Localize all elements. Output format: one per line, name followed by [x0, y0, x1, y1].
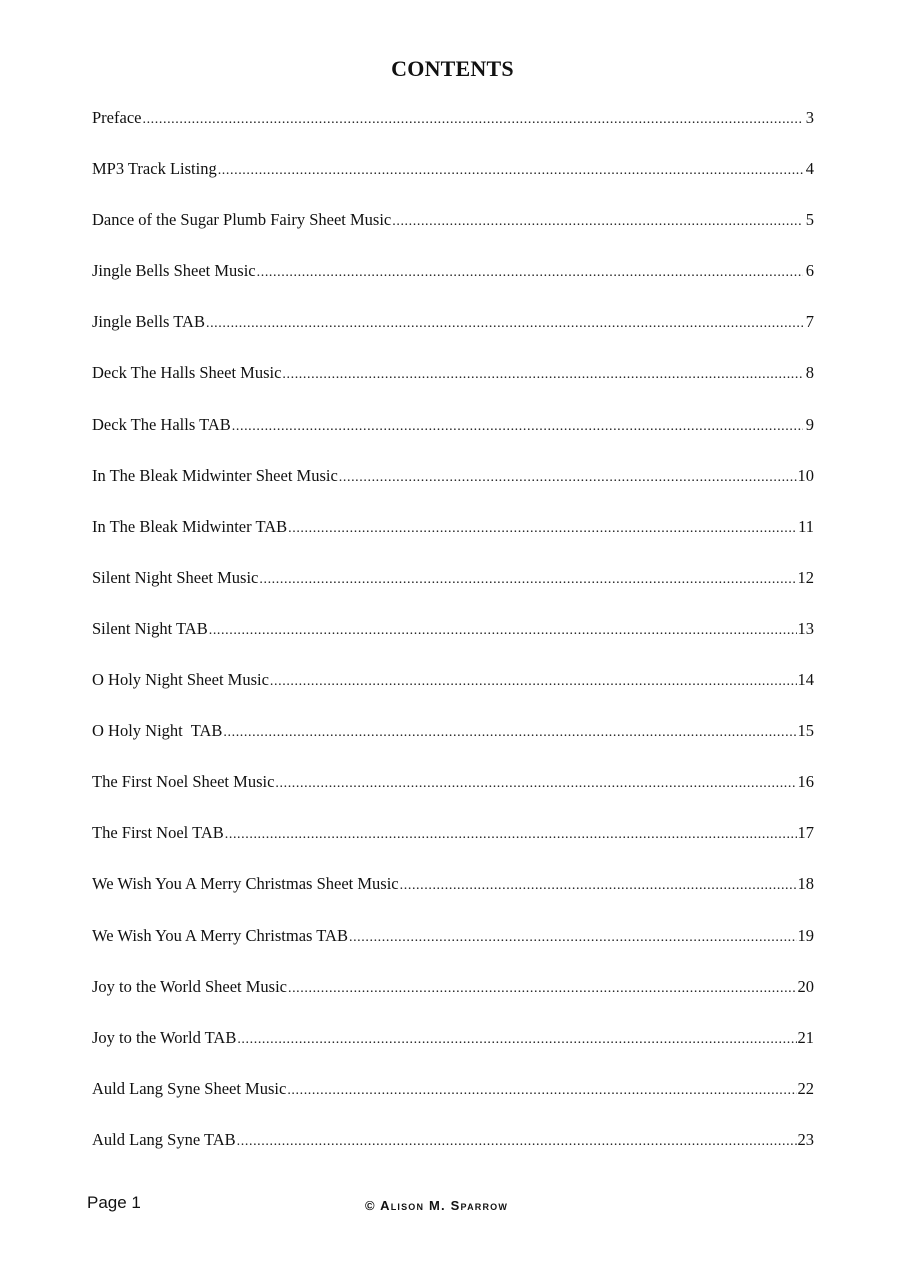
toc-entry[interactable] [92, 106, 814, 157]
toc-entry[interactable] [92, 1077, 814, 1128]
toc-entry[interactable] [92, 413, 814, 464]
toc-entry[interactable] [92, 821, 814, 872]
toc-entry-title: The First Noel TAB [92, 823, 224, 843]
toc-entry-title: We Wish You A Merry Christmas Sheet Music [92, 874, 399, 894]
toc-entry-title: MP3 Track Listing [92, 159, 217, 179]
toc-dot-leader [270, 670, 797, 694]
toc-entry[interactable] [92, 975, 814, 1026]
toc-entry-page-number: 9 [805, 414, 814, 434]
toc-dot-leader [209, 619, 797, 643]
toc-dot-leader [223, 721, 796, 745]
toc-entry-title: Silent Night Sheet Music [92, 567, 259, 587]
toc-dot-leader [257, 261, 803, 285]
toc-entry-title: Joy to the World Sheet Music [92, 976, 287, 996]
page-title: CONTENTS [391, 56, 514, 81]
toc-entry[interactable] [92, 719, 814, 770]
toc-entry[interactable] [92, 1128, 814, 1179]
toc-dot-leader [392, 210, 803, 234]
toc-dot-leader [282, 363, 803, 387]
toc-entry[interactable] [92, 157, 814, 208]
toc-entry-title: Preface [92, 108, 142, 127]
toc-entry-page-number: 18 [797, 874, 814, 894]
toc-entry-page-number: 19 [797, 925, 814, 945]
toc-entry-title: In The Bleak Midwinter TAB [92, 516, 288, 536]
toc-entry-title: Jingle Bells TAB [92, 312, 205, 332]
toc-dot-leader [288, 517, 797, 541]
toc-entry-title: Deck The Halls Sheet Music [92, 363, 282, 383]
toc-dot-leader [259, 568, 796, 592]
toc-dot-leader [225, 823, 797, 847]
toc-entry-title: O Holy Night Sheet Music [92, 670, 269, 690]
toc-entry-page-number: 23 [797, 1129, 814, 1149]
toc-entry[interactable] [92, 259, 814, 310]
toc-entry[interactable] [92, 668, 814, 719]
toc-entry[interactable] [92, 464, 814, 515]
toc-entry-page-number: 17 [797, 823, 814, 843]
toc-dot-leader [218, 159, 803, 183]
table-of-contents [92, 106, 814, 1179]
toc-entry-page-number: 16 [797, 772, 814, 792]
toc-entry[interactable] [92, 1026, 814, 1077]
toc-entry[interactable] [92, 208, 814, 259]
toc-entry-page-number: 3 [805, 108, 814, 127]
toc-entry[interactable] [92, 310, 814, 361]
toc-entry[interactable] [92, 566, 814, 617]
toc-entry-title: Dance of the Sugar Plumb Fairy Sheet Music [92, 210, 392, 230]
toc-entry-title: O Holy Night TAB [92, 721, 223, 741]
toc-entry[interactable] [92, 770, 814, 821]
toc-dot-leader [288, 977, 797, 1001]
toc-dot-leader [339, 466, 797, 490]
toc-entry-title: In The Bleak Midwinter Sheet Music [92, 465, 338, 485]
toc-entry-page-number: 22 [797, 1078, 814, 1098]
toc-dot-leader [275, 772, 796, 796]
toc-entry-title: Deck The Halls TAB [92, 414, 231, 434]
toc-entry-title: Auld Lang Syne Sheet Music [92, 1078, 287, 1098]
toc-dot-leader [237, 1028, 796, 1052]
toc-entry-title: Joy to the World TAB [92, 1027, 237, 1047]
toc-entry-page-number: 7 [805, 312, 814, 332]
footer-page-number: Page 1 [87, 1193, 141, 1212]
toc-entry-page-number: 5 [805, 210, 814, 230]
toc-entry[interactable] [92, 924, 814, 975]
toc-entry-title: Silent Night TAB [92, 618, 208, 638]
toc-entry-page-number: 8 [805, 363, 814, 383]
toc-dot-leader [349, 926, 797, 950]
toc-dot-leader [237, 1130, 797, 1154]
toc-dot-leader [400, 874, 797, 898]
toc-entry-title: The First Noel Sheet Music [92, 772, 275, 792]
toc-dot-leader [287, 1079, 796, 1103]
toc-entry-page-number: 12 [797, 567, 814, 587]
toc-entry-page-number: 21 [797, 1027, 814, 1047]
toc-entry[interactable] [92, 872, 814, 923]
footer-copyright: © Alison M. Sparrow [365, 1198, 509, 1213]
toc-entry-title: We Wish You A Merry Christmas TAB [92, 925, 348, 945]
toc-dot-leader [142, 108, 803, 132]
toc-entry[interactable] [92, 515, 814, 566]
toc-entry-page-number: 11 [798, 516, 814, 536]
toc-dot-leader [232, 415, 803, 439]
toc-entry-page-number: 15 [797, 721, 814, 741]
toc-entry-page-number: 14 [797, 670, 814, 690]
toc-entry-page-number: 6 [805, 261, 814, 281]
toc-entry-page-number: 10 [797, 465, 814, 485]
toc-entry-title: Jingle Bells Sheet Music [92, 261, 256, 281]
toc-entry[interactable] [92, 361, 814, 412]
toc-entry-title: Auld Lang Syne TAB [92, 1129, 236, 1149]
toc-entry-page-number: 13 [797, 618, 814, 638]
toc-entry-page-number: 20 [797, 976, 814, 996]
toc-entry-page-number: 4 [805, 159, 814, 179]
toc-dot-leader [206, 312, 803, 336]
toc-entry[interactable] [92, 617, 814, 668]
